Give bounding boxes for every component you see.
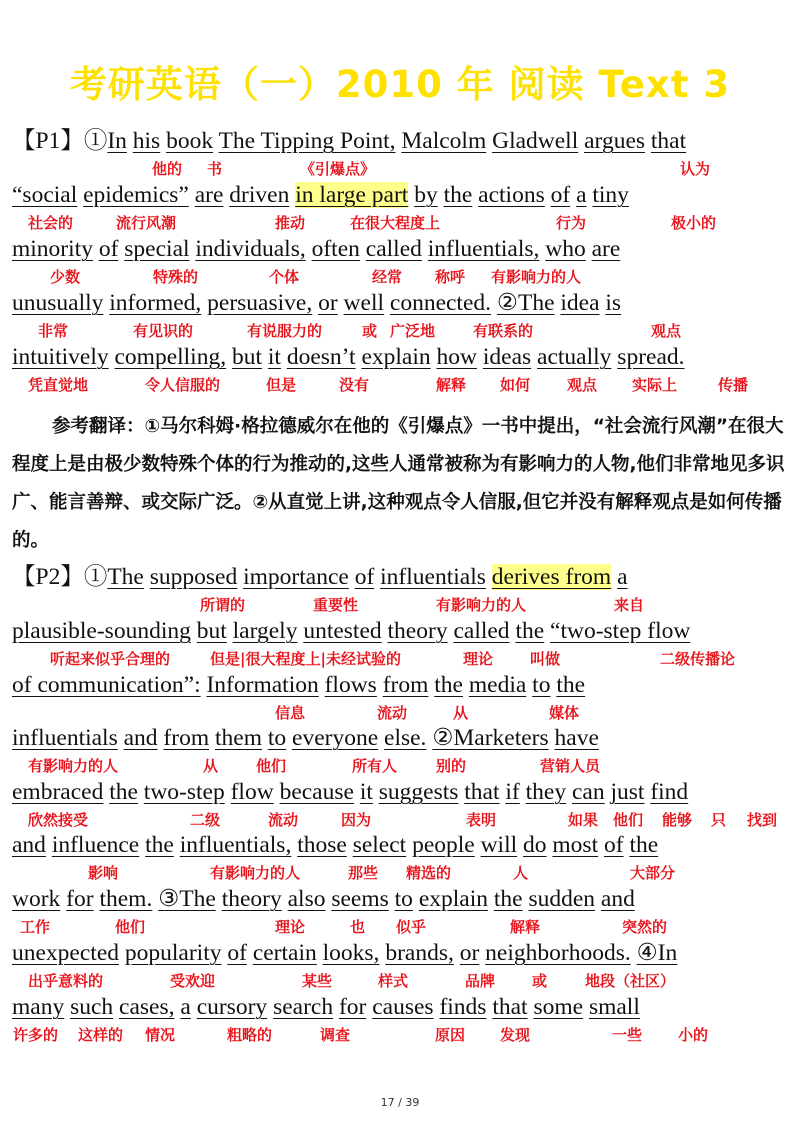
chinese-gloss-line bbox=[0, 648, 800, 670]
chinese-gloss: 但是 bbox=[266, 376, 297, 394]
chinese-gloss: 有影响力的人 bbox=[28, 757, 119, 775]
chinese-gloss: 重要性 bbox=[313, 596, 359, 614]
english-word: the bbox=[109, 779, 138, 805]
english-word: his bbox=[132, 128, 161, 154]
english-word: In bbox=[107, 128, 127, 154]
chinese-gloss-line bbox=[0, 374, 800, 396]
chinese-gloss: 解释 bbox=[436, 376, 467, 394]
english-word: embraced bbox=[12, 779, 104, 805]
chinese-gloss: 他们 bbox=[256, 757, 287, 775]
chinese-gloss: 有联系的 bbox=[473, 322, 534, 340]
english-line bbox=[12, 288, 621, 318]
chinese-gloss: 有影响力的人 bbox=[491, 268, 582, 286]
english-word: a bbox=[617, 564, 628, 590]
chinese-gloss: 非常 bbox=[38, 322, 69, 340]
chinese-gloss: 只 bbox=[711, 811, 727, 829]
english-word: because bbox=[279, 779, 354, 805]
english-word: the bbox=[629, 832, 659, 858]
chinese-gloss: 大部分 bbox=[630, 864, 676, 882]
english-word: to bbox=[267, 725, 287, 751]
chinese-gloss: 粗略的 bbox=[227, 1026, 273, 1044]
english-line bbox=[12, 723, 599, 753]
chinese-gloss: 受欢迎 bbox=[170, 972, 216, 990]
english-word: “two-step flow bbox=[550, 618, 691, 644]
translation-label: 参考翻译： bbox=[52, 416, 145, 437]
english-word: if bbox=[505, 779, 520, 805]
english-word: influentials, bbox=[179, 832, 292, 858]
english-word: the bbox=[443, 182, 473, 208]
chinese-gloss: 别的 bbox=[436, 757, 467, 775]
chinese-gloss: 能够 bbox=[662, 811, 693, 829]
chinese-gloss: 或 bbox=[532, 972, 548, 990]
english-word: explain bbox=[361, 344, 431, 370]
chinese-gloss: 影响 bbox=[88, 864, 119, 882]
chinese-gloss-line bbox=[0, 916, 800, 938]
english-word: such bbox=[70, 994, 114, 1020]
english-word: popularity bbox=[124, 940, 222, 966]
english-line bbox=[12, 992, 640, 1022]
english-word: tiny bbox=[592, 182, 629, 208]
english-word: influence bbox=[51, 832, 140, 858]
english-word: theory bbox=[221, 886, 282, 912]
chinese-gloss: 品牌 bbox=[465, 972, 496, 990]
chinese-gloss: 也 bbox=[350, 918, 366, 936]
chinese-gloss: 原因 bbox=[435, 1026, 466, 1044]
chinese-gloss: 认为 bbox=[680, 160, 711, 178]
chinese-gloss: 一些 bbox=[612, 1026, 643, 1044]
english-word: and bbox=[123, 725, 158, 751]
english-word: people bbox=[412, 832, 475, 858]
english-word: a bbox=[576, 182, 587, 208]
chinese-gloss-line bbox=[0, 320, 800, 342]
chinese-gloss: 所有人 bbox=[352, 757, 398, 775]
chinese-gloss: 少数 bbox=[50, 268, 81, 286]
chinese-gloss: 欣然接受 bbox=[28, 811, 89, 829]
chinese-gloss: 某些 bbox=[302, 972, 333, 990]
chinese-gloss: 因为 bbox=[341, 811, 372, 829]
english-word: to bbox=[532, 672, 551, 698]
chinese-gloss: 理论 bbox=[463, 650, 494, 668]
chinese-gloss: 经常 bbox=[372, 268, 403, 286]
english-word: influentials, bbox=[427, 236, 540, 262]
english-word: compelling, bbox=[114, 344, 227, 370]
english-word: unexpected bbox=[12, 940, 120, 966]
chinese-gloss: 二级传播论 bbox=[660, 650, 736, 668]
english-line bbox=[12, 884, 635, 914]
english-word: causes bbox=[372, 994, 434, 1020]
english-word: the bbox=[556, 672, 586, 698]
english-word: special bbox=[124, 236, 190, 262]
english-word: for bbox=[338, 994, 367, 1020]
english-word: Gladwell bbox=[492, 128, 579, 154]
chinese-gloss: 令人信服的 bbox=[145, 376, 221, 394]
english-line bbox=[12, 830, 658, 860]
chinese-gloss: 实际上 bbox=[632, 376, 678, 394]
english-word: small bbox=[588, 994, 640, 1020]
english-word: ②The bbox=[496, 290, 555, 316]
english-word: The Tipping Point, bbox=[218, 128, 396, 154]
translation-text: ①马尔科姆·格拉德威尔在他的《引爆点》一书中提出，“社会流行风潮”在很大程度上是由极少数特殊个体的行为推动的,这些人通常被称为有影响力的人物,他们非常地见多识广、能言善辩、或交际广泛。②从直觉上讲,这种观点令人信服,但它并没有解释观点是如何传播的。 bbox=[12, 416, 785, 551]
chinese-gloss: 如果 bbox=[568, 811, 599, 829]
english-word: cursory bbox=[196, 994, 268, 1020]
chinese-gloss: 有说服力的 bbox=[247, 322, 323, 340]
reference-translation bbox=[12, 408, 788, 560]
page-number: 17 / 39 bbox=[380, 1096, 420, 1109]
english-word: doesn’t bbox=[286, 344, 356, 370]
english-word: and bbox=[600, 886, 635, 912]
english-word: influentials bbox=[380, 564, 486, 590]
english-word: driven bbox=[229, 182, 290, 208]
english-word: ① bbox=[83, 128, 108, 154]
english-line bbox=[12, 234, 620, 264]
english-word: to bbox=[394, 886, 413, 912]
english-line bbox=[12, 126, 686, 156]
chinese-gloss: 观点 bbox=[567, 376, 598, 394]
english-word: from bbox=[382, 672, 429, 698]
english-word: 【P2】 bbox=[12, 564, 84, 590]
chinese-gloss: 特殊的 bbox=[153, 268, 199, 286]
english-word: looks, bbox=[322, 940, 380, 966]
english-word: untested bbox=[303, 618, 382, 644]
english-word: supposed bbox=[149, 564, 238, 590]
chinese-gloss: 地段（社区） bbox=[585, 972, 676, 990]
chinese-gloss: 有影响力的人 bbox=[210, 864, 301, 882]
english-word: Malcolm bbox=[401, 128, 487, 154]
english-word: media bbox=[468, 672, 527, 698]
english-word: and bbox=[12, 832, 46, 858]
english-word: for bbox=[66, 886, 94, 912]
english-word: influentials bbox=[12, 725, 118, 751]
english-word: they bbox=[525, 779, 567, 805]
english-line bbox=[12, 777, 688, 807]
chinese-gloss: 极小的 bbox=[671, 214, 717, 232]
highlighted-phrase: derives from bbox=[491, 564, 612, 590]
english-word: persuasive, bbox=[207, 290, 313, 316]
english-word: select bbox=[352, 832, 407, 858]
english-word: importance bbox=[243, 564, 349, 590]
english-word: the bbox=[145, 832, 174, 858]
english-line bbox=[12, 938, 677, 968]
english-word: but bbox=[231, 344, 262, 370]
english-word: is bbox=[605, 290, 622, 316]
english-word: can bbox=[571, 779, 605, 805]
english-word: by bbox=[414, 182, 438, 208]
english-word: of bbox=[354, 564, 375, 590]
english-word: from bbox=[163, 725, 210, 751]
english-word: many bbox=[12, 994, 65, 1020]
chinese-gloss: 叫做 bbox=[530, 650, 561, 668]
english-word: epidemics” bbox=[83, 182, 189, 208]
english-word: do bbox=[523, 832, 547, 858]
english-word: them bbox=[214, 725, 262, 751]
english-word: plausible-sounding bbox=[12, 618, 191, 644]
english-line bbox=[12, 616, 690, 646]
chinese-gloss: 书 bbox=[207, 160, 223, 178]
chinese-gloss: 流动 bbox=[268, 811, 299, 829]
chinese-gloss-line bbox=[0, 212, 800, 234]
english-word: The bbox=[107, 564, 144, 590]
chinese-gloss: 行为 bbox=[556, 214, 587, 232]
chinese-gloss: 如何 bbox=[500, 376, 531, 394]
chinese-gloss: 流动 bbox=[377, 704, 408, 722]
chinese-gloss: 来自 bbox=[614, 596, 645, 614]
chinese-gloss: 调查 bbox=[320, 1026, 351, 1044]
english-word: or bbox=[318, 290, 338, 316]
english-word: ②Marketers bbox=[432, 725, 549, 751]
chinese-gloss: 似乎 bbox=[396, 918, 427, 936]
chinese-gloss: 有见识的 bbox=[133, 322, 194, 340]
chinese-gloss: 解释 bbox=[510, 918, 541, 936]
english-word: of communication”: bbox=[12, 672, 201, 698]
chinese-gloss: 推动 bbox=[275, 214, 306, 232]
chinese-gloss: 有影响力的人 bbox=[436, 596, 527, 614]
chinese-gloss: 那些 bbox=[348, 864, 379, 882]
chinese-gloss-line bbox=[0, 158, 800, 180]
chinese-gloss-line bbox=[0, 594, 800, 616]
chinese-gloss: 精选的 bbox=[406, 864, 452, 882]
english-word: finds bbox=[439, 994, 487, 1020]
english-line bbox=[12, 342, 685, 372]
chinese-gloss: 听起来似乎合理的 bbox=[50, 650, 171, 668]
english-word: of bbox=[98, 236, 119, 262]
english-word: “social bbox=[12, 182, 78, 208]
english-word: brands, bbox=[385, 940, 454, 966]
english-word: cases, bbox=[119, 994, 175, 1020]
chinese-gloss: 《引爆点》 bbox=[300, 160, 376, 178]
chinese-gloss-line bbox=[0, 809, 800, 831]
chinese-gloss: 观点 bbox=[651, 322, 682, 340]
english-word: but bbox=[196, 618, 227, 644]
english-line bbox=[12, 180, 629, 210]
chinese-gloss: 找到 bbox=[747, 811, 778, 829]
english-word: everyone bbox=[292, 725, 379, 751]
chinese-gloss: 社会的 bbox=[28, 214, 74, 232]
english-word: who bbox=[545, 236, 586, 262]
chinese-gloss-line bbox=[0, 266, 800, 288]
english-word: of bbox=[550, 182, 571, 208]
english-word: flows bbox=[324, 672, 377, 698]
english-word: minority bbox=[12, 236, 93, 262]
chinese-gloss: 个体 bbox=[269, 268, 300, 286]
english-word: else. bbox=[384, 725, 427, 751]
chinese-gloss: 理论 bbox=[275, 918, 306, 936]
chinese-gloss: 样式 bbox=[378, 972, 409, 990]
english-word: argues bbox=[584, 128, 646, 154]
english-word: them. bbox=[99, 886, 153, 912]
chinese-gloss: 从 bbox=[453, 704, 469, 722]
english-word: two-step bbox=[143, 779, 225, 805]
highlighted-phrase: in large part bbox=[295, 182, 409, 208]
english-word: those bbox=[297, 832, 347, 858]
chinese-gloss: 出乎意料的 bbox=[28, 972, 104, 990]
english-word: called bbox=[365, 236, 422, 262]
chinese-gloss: 他的 bbox=[152, 160, 183, 178]
english-word: largely bbox=[232, 618, 298, 644]
english-word: of bbox=[603, 832, 624, 858]
english-word: that bbox=[464, 779, 500, 805]
chinese-gloss: 传播 bbox=[718, 376, 749, 394]
chinese-gloss: 流行风潮 bbox=[116, 214, 177, 232]
english-word: of bbox=[227, 940, 247, 966]
english-word: just bbox=[610, 779, 645, 805]
chinese-gloss: 但是|很大程度上|未经试验的 bbox=[210, 650, 401, 668]
chinese-gloss: 小的 bbox=[678, 1026, 709, 1044]
english-word: the bbox=[434, 672, 463, 698]
english-word: some bbox=[533, 994, 584, 1020]
english-word: sudden bbox=[528, 886, 596, 912]
english-word: intuitively bbox=[12, 344, 109, 370]
chinese-gloss: 所谓的 bbox=[200, 596, 246, 614]
english-word: or bbox=[459, 940, 480, 966]
chinese-gloss-line bbox=[0, 862, 800, 884]
english-word: also bbox=[287, 886, 326, 912]
english-line bbox=[12, 670, 585, 700]
english-word: the bbox=[493, 886, 523, 912]
chinese-gloss-line bbox=[0, 702, 800, 724]
chinese-gloss: 他们 bbox=[115, 918, 146, 936]
chinese-gloss: 许多的 bbox=[13, 1026, 59, 1044]
english-word: that bbox=[492, 994, 528, 1020]
english-word: book bbox=[166, 128, 214, 154]
english-word: connected. bbox=[389, 290, 492, 316]
english-word: most bbox=[552, 832, 599, 858]
chinese-gloss: 信息 bbox=[275, 704, 306, 722]
english-word: explain bbox=[418, 886, 488, 912]
chinese-gloss: 表明 bbox=[466, 811, 497, 829]
english-word: the bbox=[515, 618, 545, 644]
chinese-gloss: 发现 bbox=[500, 1026, 531, 1044]
chinese-gloss: 工作 bbox=[20, 918, 51, 936]
english-word: certain bbox=[252, 940, 317, 966]
english-word: individuals, bbox=[195, 236, 306, 262]
english-word: often bbox=[311, 236, 360, 262]
chinese-gloss-line bbox=[0, 1024, 800, 1046]
english-word: ③The bbox=[158, 886, 216, 912]
chinese-gloss: 营销人员 bbox=[540, 757, 601, 775]
english-word: actions bbox=[478, 182, 545, 208]
english-word: it bbox=[359, 779, 373, 805]
english-word: well bbox=[343, 290, 385, 316]
english-word: spread. bbox=[617, 344, 685, 370]
english-word: it bbox=[267, 344, 281, 370]
english-word: find bbox=[650, 779, 689, 805]
chinese-gloss: 或 bbox=[362, 322, 378, 340]
english-word: ① bbox=[83, 564, 108, 590]
chinese-gloss: 突然的 bbox=[622, 918, 668, 936]
english-word: a bbox=[180, 994, 191, 1020]
english-word: Information bbox=[206, 672, 319, 698]
chinese-gloss: 媒体 bbox=[549, 704, 580, 722]
chinese-gloss: 在很大程度上 bbox=[350, 214, 441, 232]
english-word: that bbox=[650, 128, 687, 154]
english-word: will bbox=[480, 832, 518, 858]
english-word: how bbox=[436, 344, 477, 370]
english-word: called bbox=[453, 618, 510, 644]
chinese-gloss: 广泛地 bbox=[390, 322, 436, 340]
chinese-gloss: 人 bbox=[513, 864, 529, 882]
english-word: suggests bbox=[378, 779, 459, 805]
english-word: 【P1】 bbox=[12, 128, 84, 154]
english-word: actually bbox=[537, 344, 612, 370]
english-word: are bbox=[194, 182, 224, 208]
page-title: 考研英语（一）2010 年 阅读 Text 3 bbox=[69, 63, 731, 106]
english-word: flow bbox=[230, 779, 274, 805]
chinese-gloss: 凭直觉地 bbox=[28, 376, 89, 394]
english-word: have bbox=[554, 725, 599, 751]
chinese-gloss: 没有 bbox=[339, 376, 370, 394]
chinese-gloss: 这样的 bbox=[78, 1026, 124, 1044]
chinese-gloss: 称呼 bbox=[435, 268, 466, 286]
english-word: search bbox=[273, 994, 334, 1020]
chinese-gloss: 从 bbox=[203, 757, 219, 775]
chinese-gloss: 情况 bbox=[145, 1026, 176, 1044]
english-word: idea bbox=[560, 290, 600, 316]
english-word: ④In bbox=[636, 940, 678, 966]
english-word: neighborhoods. bbox=[485, 940, 631, 966]
chinese-gloss: 他们 bbox=[613, 811, 644, 829]
english-word: seems bbox=[331, 886, 389, 912]
english-word: informed, bbox=[109, 290, 202, 316]
chinese-gloss-line bbox=[0, 755, 800, 777]
english-word: work bbox=[12, 886, 61, 912]
english-line bbox=[12, 562, 628, 592]
english-word: ideas bbox=[482, 344, 532, 370]
english-word: unusually bbox=[12, 290, 104, 316]
english-word: are bbox=[591, 236, 621, 262]
chinese-gloss-line bbox=[0, 970, 800, 992]
english-word: theory bbox=[387, 618, 448, 644]
chinese-gloss: 二级 bbox=[190, 811, 221, 829]
